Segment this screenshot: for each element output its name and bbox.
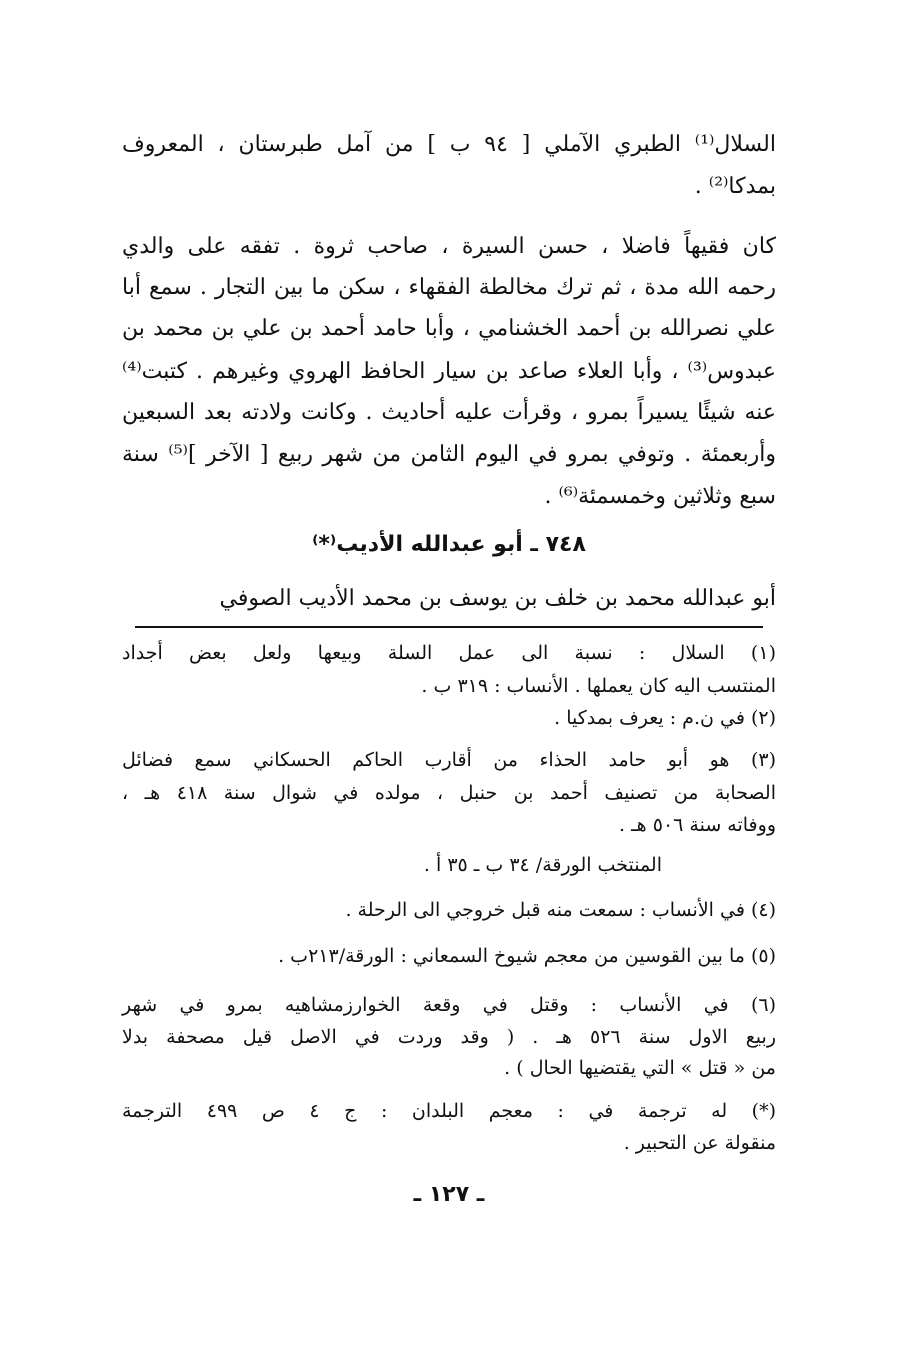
- page-number: ـ ١٢٧ ـ: [413, 1182, 485, 1207]
- footnote-3-line: الصحابة من تصنيف أحمد بن حنبل ، مولده في شوال سنة ٤١٨ هـ ،: [122, 782, 776, 804]
- body-line: وأربعمئة . وتوفي بمرو في اليوم الثامن من شهر ربيع [ الآخر ]⁽⁵⁾ سنة: [122, 442, 776, 467]
- footnote-6-line: من « قتل » التي يقتضيها الحال ) .: [504, 1057, 776, 1079]
- footnote-1-line: المنتسب اليه كان يعملها . الأنساب : ٣١٩ ب .: [421, 675, 776, 697]
- body-line: السلال⁽¹⁾ الطبري الآملي [ ٩٤ ب ] من آمل طبرستان ، المعروف: [122, 132, 776, 157]
- body-line: علي نصرالله بن أحمد الخشنامي ، وأبا حامد أحمد بن علي بن محمد بن: [122, 316, 776, 341]
- body-line: بمدكا⁽²⁾ .: [694, 174, 776, 199]
- body-line: عبدوس⁽³⁾ ، وأبا العلاء صاعد بن سيار الحافظ الهروي وغيرهم . كتبت⁽⁴⁾: [122, 359, 776, 384]
- footnote-3-line: ووفاته سنة ٥٠٦ هـ .: [619, 814, 776, 836]
- footnote-5-line: (٥) ما بين القوسين من معجم شيوخ السمعاني : الورقة/٢١٣ب .: [278, 945, 776, 967]
- entry-heading: ٧٤٨ ـ أبو عبدالله الأديب⁽*⁾: [312, 532, 586, 557]
- footnote-2-line: (٢) في ن.م : يعرف بمدكيا .: [554, 707, 776, 729]
- footnote-star-line: (*) له ترجمة في : معجم البلدان : ج ٤ ص ٤٩٩ الترجمة: [122, 1100, 776, 1122]
- body-line: رحمه الله مدة ، ثم ترك مخالطة الفقهاء ، سكن ما بين التجار . سمع أبا: [122, 275, 777, 300]
- body-line: أبو عبدالله محمد بن خلف بن يوسف بن محمد الأديب الصوفي: [219, 586, 776, 611]
- body-line: كان فقيهاً فاضلا ، حسن السيرة ، صاحب ثروة . تفقه على والدي: [122, 234, 776, 259]
- footnote-star-line: منقولة عن التحبير .: [623, 1132, 776, 1154]
- footnote-rule: [135, 626, 763, 628]
- body-line: سبع وثلاثين وخمسمئة⁽⁶⁾ .: [544, 484, 776, 509]
- footnote-6-line: (٦) في الأنساب : وقتل في وقعة الخوارزمشاهيه بمرو في شهر: [122, 994, 776, 1016]
- footnote-1-line: (١) السلال : نسبة الى عمل السلة وبيعها ولعل بعض أجداد: [122, 642, 776, 664]
- body-line: عنه شيئًا يسيراً بمرو ، وقرأت عليه أحاديث . وكانت ولادته بعد السبعين: [122, 400, 776, 425]
- footnote-3-line: (٣) هو أبو حامد الحذاء من أقارب الحاكم الحسكاني سمع فضائل: [122, 749, 776, 771]
- footnote-6-line: ربيع الاول سنة ٥٢٦ هـ . ( وقد وردت في الاصل قيل مصحفة بدلا: [122, 1026, 777, 1048]
- footnote-3-source: المنتخب الورقة/ ٣٤ ب ـ ٣٥ أ .: [423, 854, 662, 876]
- footnote-4-line: (٤) في الأنساب : سمعت منه قبل خروجي الى الرحلة .: [345, 899, 776, 921]
